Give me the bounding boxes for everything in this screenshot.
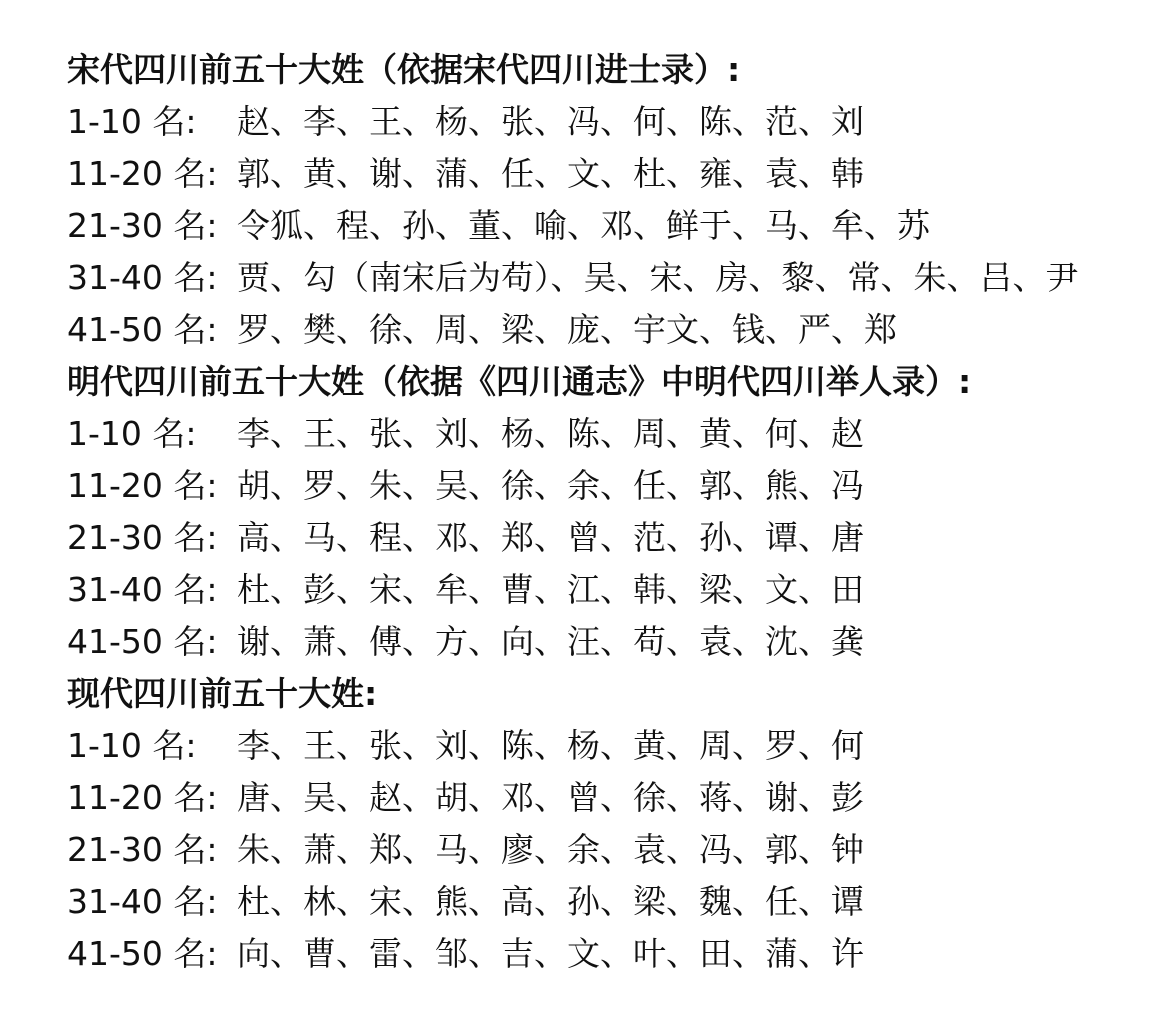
surname-list: 杜、彭、宋、牟、曹、江、韩、梁、文、田 bbox=[237, 570, 864, 609]
rank-row bbox=[67, 720, 1157, 772]
rank-label: 11-20 名: bbox=[67, 778, 218, 817]
surname-list: 郭、黄、谢、蒲、任、文、杜、雍、袁、韩 bbox=[237, 154, 864, 193]
rank-label: 31-40 名: bbox=[67, 570, 218, 609]
rank-row bbox=[67, 96, 1157, 148]
surname-list: 赵、李、王、杨、张、冯、何、陈、范、刘 bbox=[237, 102, 864, 141]
surname-list: 朱、萧、郑、马、廖、余、袁、冯、郭、钟 bbox=[237, 830, 864, 869]
section-song bbox=[67, 44, 1157, 356]
surname-list: 谢、萧、傅、方、向、汪、苟、袁、沈、龚 bbox=[237, 622, 864, 661]
rank-label: 31-40 名: bbox=[67, 882, 218, 921]
rank-row bbox=[67, 772, 1157, 824]
rank-label: 11-20 名: bbox=[67, 154, 218, 193]
section-ming bbox=[67, 356, 1157, 668]
document-body bbox=[67, 44, 1157, 980]
surname-list: 胡、罗、朱、吴、徐、余、任、郭、熊、冯 bbox=[237, 466, 864, 505]
surname-list: 李、王、张、刘、杨、陈、周、黄、何、赵 bbox=[237, 414, 864, 453]
surname-list: 罗、樊、徐、周、梁、庞、宇文、钱、严、郑 bbox=[237, 310, 897, 349]
surname-list: 杜、林、宋、熊、高、孙、梁、魏、任、谭 bbox=[237, 882, 864, 921]
rank-label: 21-30 名: bbox=[67, 830, 218, 869]
rank-label: 31-40 名: bbox=[67, 258, 218, 297]
rank-label: 21-30 名: bbox=[67, 206, 218, 245]
rank-label: 11-20 名: bbox=[67, 466, 218, 505]
rank-label: 1-10 名: bbox=[67, 414, 197, 453]
rank-row bbox=[67, 928, 1157, 980]
rank-row bbox=[67, 876, 1157, 928]
rank-row bbox=[67, 304, 1157, 356]
surname-list: 贾、勾（南宋后为苟）、吴、宋、房、黎、常、朱、吕、尹 bbox=[237, 258, 1079, 297]
rank-row bbox=[67, 408, 1157, 460]
section-title: 明代四川前五十大姓（依据《四川通志》中明代四川举人录）: bbox=[67, 362, 972, 401]
section-title: 现代四川前五十大姓: bbox=[67, 674, 378, 713]
surname-list: 令狐、程、孙、董、喻、邓、鲜于、马、牟、苏 bbox=[237, 206, 930, 245]
rank-row bbox=[67, 252, 1157, 304]
section-modern bbox=[67, 668, 1157, 980]
rank-label: 1-10 名: bbox=[67, 102, 197, 141]
rank-row bbox=[67, 616, 1157, 668]
rank-label: 41-50 名: bbox=[67, 934, 218, 973]
surname-list: 李、王、张、刘、陈、杨、黄、周、罗、何 bbox=[237, 726, 864, 765]
rank-row bbox=[67, 564, 1157, 616]
rank-row bbox=[67, 512, 1157, 564]
rank-row bbox=[67, 148, 1157, 200]
rank-label: 41-50 名: bbox=[67, 310, 218, 349]
rank-row bbox=[67, 200, 1157, 252]
rank-label: 41-50 名: bbox=[67, 622, 218, 661]
section-title: 宋代四川前五十大姓（依据宋代四川进士录）: bbox=[67, 50, 741, 89]
rank-label: 1-10 名: bbox=[67, 726, 197, 765]
rank-label: 21-30 名: bbox=[67, 518, 218, 557]
surname-list: 高、马、程、邓、郑、曾、范、孙、谭、唐 bbox=[237, 518, 864, 557]
rank-row bbox=[67, 824, 1157, 876]
surname-list: 向、曹、雷、邹、吉、文、叶、田、蒲、许 bbox=[237, 934, 864, 973]
rank-row bbox=[67, 460, 1157, 512]
surname-list: 唐、吴、赵、胡、邓、曾、徐、蒋、谢、彭 bbox=[237, 778, 864, 817]
